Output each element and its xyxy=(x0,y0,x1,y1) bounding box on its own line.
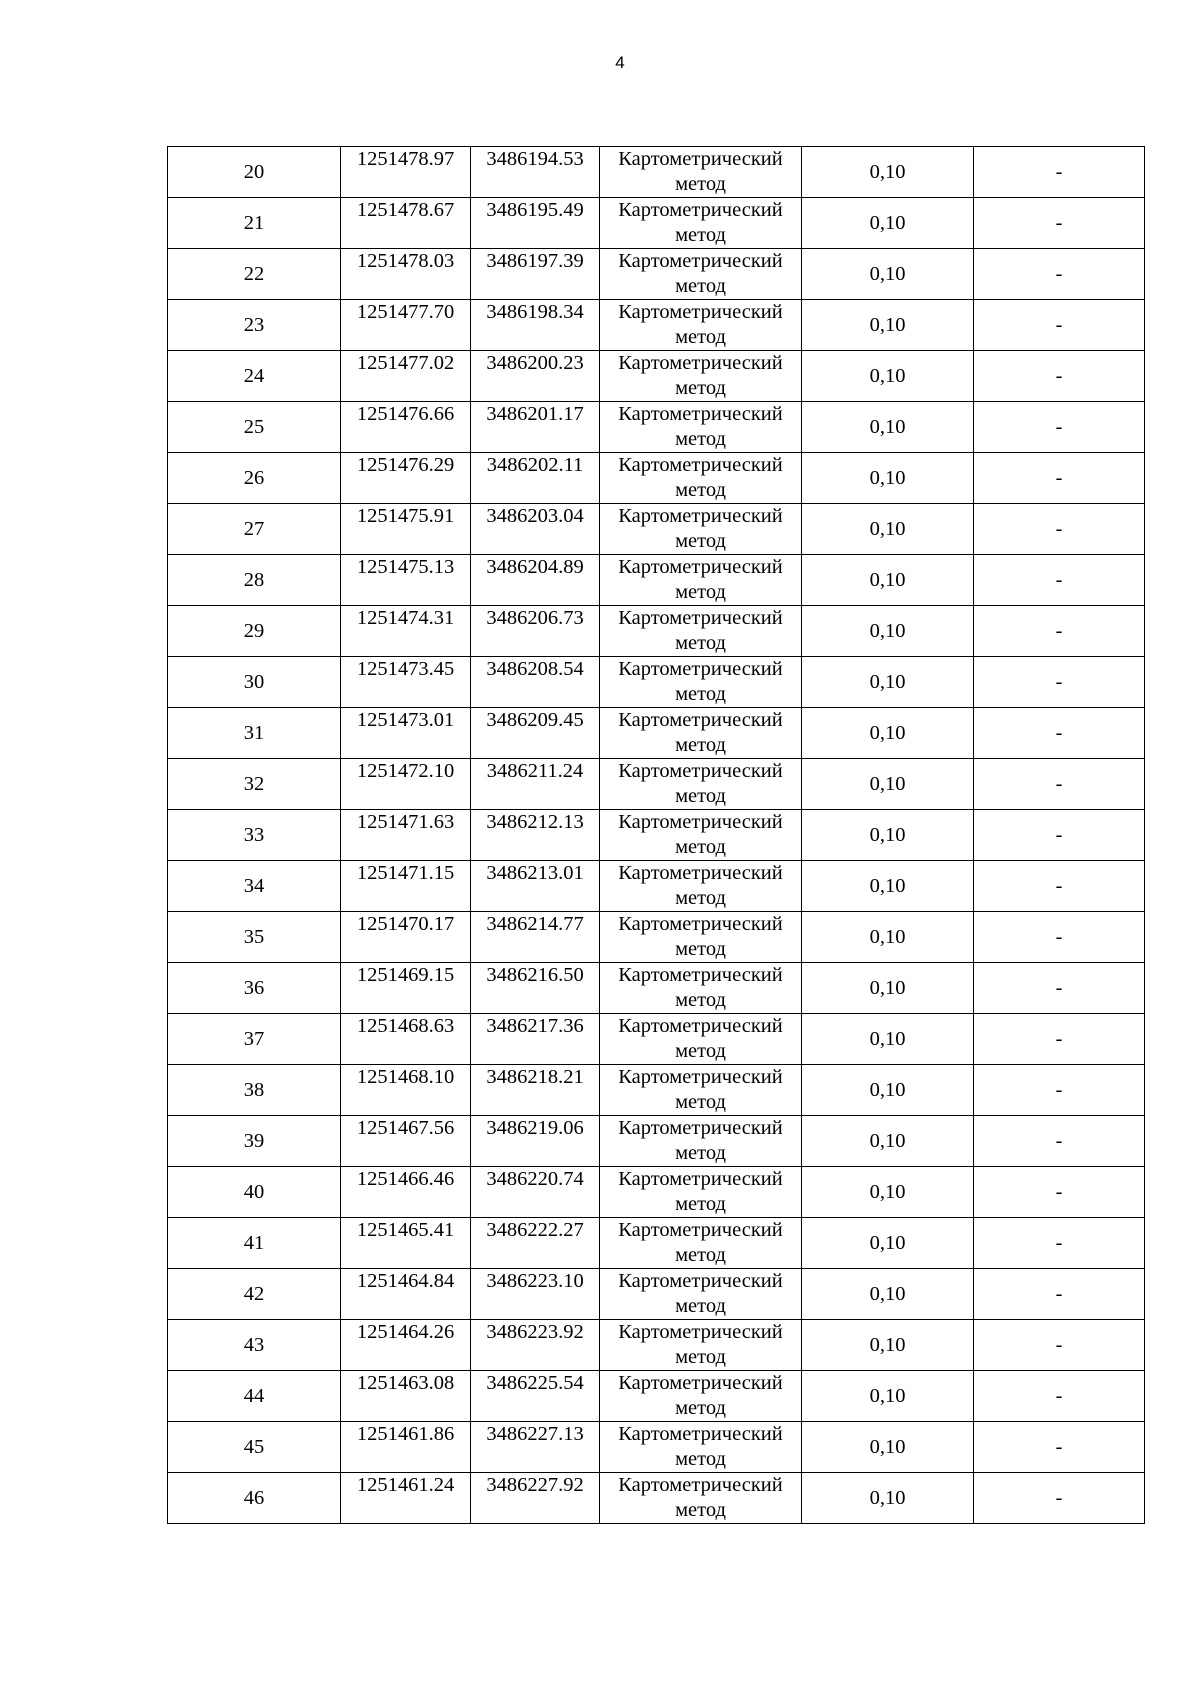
method-cell xyxy=(600,147,802,198)
coordinate-y: 3486203.04 xyxy=(471,504,600,555)
method-cell xyxy=(600,1269,802,1320)
point-number: 38 xyxy=(168,1065,341,1116)
method-line-1: Картометрический xyxy=(618,760,783,782)
coordinate-y: 3486204.89 xyxy=(471,555,600,606)
method-line-1: Картометрический xyxy=(618,1219,783,1241)
point-description: - xyxy=(974,810,1145,861)
method-line-2: метод xyxy=(675,1040,726,1062)
coordinate-x: 1251476.66 xyxy=(341,402,471,453)
point-number: 46 xyxy=(168,1473,341,1524)
point-description: - xyxy=(974,912,1145,963)
method-cell xyxy=(600,1473,802,1524)
method-line-2: метод xyxy=(675,836,726,858)
method-cell xyxy=(600,249,802,300)
point-number: 44 xyxy=(168,1371,341,1422)
method-line-2: метод xyxy=(675,1295,726,1317)
coordinates-table-body xyxy=(168,147,1145,1524)
method-line-2: метод xyxy=(675,479,726,501)
coordinate-x: 1251478.03 xyxy=(341,249,471,300)
method-cell xyxy=(600,657,802,708)
point-number: 32 xyxy=(168,759,341,810)
method-line-1: Картометрический xyxy=(618,1474,783,1496)
coordinate-y: 3486201.17 xyxy=(471,402,600,453)
table-row xyxy=(168,1320,1145,1371)
method-line-2: метод xyxy=(675,1193,726,1215)
point-description: - xyxy=(974,198,1145,249)
point-description: - xyxy=(974,504,1145,555)
accuracy-value: 0,10 xyxy=(802,1014,974,1065)
point-description: - xyxy=(974,1218,1145,1269)
table-row xyxy=(168,249,1145,300)
point-description: - xyxy=(974,1320,1145,1371)
method-line-1: Картометрический xyxy=(618,148,783,170)
method-line-2: метод xyxy=(675,632,726,654)
method-line-2: метод xyxy=(675,734,726,756)
method-line-1: Картометрический xyxy=(618,1168,783,1190)
coordinate-y: 3486223.92 xyxy=(471,1320,600,1371)
coordinate-y: 3486212.13 xyxy=(471,810,600,861)
table-row xyxy=(168,351,1145,402)
method-cell xyxy=(600,606,802,657)
accuracy-value: 0,10 xyxy=(802,453,974,504)
accuracy-value: 0,10 xyxy=(802,1371,974,1422)
table-row xyxy=(168,453,1145,504)
point-description: - xyxy=(974,963,1145,1014)
method-line-1: Картометрический xyxy=(618,709,783,731)
method-line-1: Картометрический xyxy=(618,454,783,476)
point-number: 36 xyxy=(168,963,341,1014)
method-line-2: метод xyxy=(675,938,726,960)
table-row xyxy=(168,1065,1145,1116)
coordinate-x: 1251463.08 xyxy=(341,1371,471,1422)
point-number: 25 xyxy=(168,402,341,453)
point-description: - xyxy=(974,708,1145,759)
method-line-1: Картометрический xyxy=(618,250,783,272)
table-row xyxy=(168,1473,1145,1524)
method-line-2: метод xyxy=(675,1397,726,1419)
method-cell xyxy=(600,453,802,504)
point-number: 41 xyxy=(168,1218,341,1269)
point-description: - xyxy=(974,249,1145,300)
accuracy-value: 0,10 xyxy=(802,1320,974,1371)
coordinate-x: 1251461.24 xyxy=(341,1473,471,1524)
coordinate-y: 3486197.39 xyxy=(471,249,600,300)
accuracy-value: 0,10 xyxy=(802,606,974,657)
method-cell xyxy=(600,1065,802,1116)
accuracy-value: 0,10 xyxy=(802,810,974,861)
point-description: - xyxy=(974,300,1145,351)
point-number: 37 xyxy=(168,1014,341,1065)
point-number: 34 xyxy=(168,861,341,912)
point-number: 42 xyxy=(168,1269,341,1320)
coordinate-x: 1251466.46 xyxy=(341,1167,471,1218)
table-row xyxy=(168,1116,1145,1167)
method-line-1: Картометрический xyxy=(618,607,783,629)
point-description: - xyxy=(974,759,1145,810)
coordinate-y: 3486220.74 xyxy=(471,1167,600,1218)
coordinate-x: 1251477.02 xyxy=(341,351,471,402)
table-row xyxy=(168,300,1145,351)
point-description: - xyxy=(974,1422,1145,1473)
page-number: 4 xyxy=(615,53,625,72)
method-line-2: метод xyxy=(675,428,726,450)
accuracy-value: 0,10 xyxy=(802,300,974,351)
point-description: - xyxy=(974,1473,1145,1524)
method-line-1: Картометрический xyxy=(618,1372,783,1394)
table-row xyxy=(168,504,1145,555)
table-row xyxy=(168,1371,1145,1422)
method-line-1: Картометрический xyxy=(618,913,783,935)
coordinate-y: 3486211.24 xyxy=(471,759,600,810)
point-number: 43 xyxy=(168,1320,341,1371)
method-line-1: Картометрический xyxy=(618,301,783,323)
table-row xyxy=(168,963,1145,1014)
coordinate-x: 1251476.29 xyxy=(341,453,471,504)
point-number: 23 xyxy=(168,300,341,351)
coordinate-y: 3486195.49 xyxy=(471,198,600,249)
coordinate-x: 1251467.56 xyxy=(341,1116,471,1167)
coordinate-y: 3486213.01 xyxy=(471,861,600,912)
coordinate-x: 1251465.41 xyxy=(341,1218,471,1269)
coordinate-y: 3486214.77 xyxy=(471,912,600,963)
coordinate-x: 1251478.97 xyxy=(341,147,471,198)
table-row xyxy=(168,759,1145,810)
point-number: 21 xyxy=(168,198,341,249)
method-cell xyxy=(600,963,802,1014)
point-description: - xyxy=(974,606,1145,657)
method-cell xyxy=(600,402,802,453)
point-description: - xyxy=(974,555,1145,606)
coordinate-x: 1251473.45 xyxy=(341,657,471,708)
coordinate-y: 3486202.11 xyxy=(471,453,600,504)
table-row xyxy=(168,708,1145,759)
accuracy-value: 0,10 xyxy=(802,1218,974,1269)
method-line-1: Картометрический xyxy=(618,1423,783,1445)
coordinate-y: 3486219.06 xyxy=(471,1116,600,1167)
method-line-2: метод xyxy=(675,224,726,246)
method-cell xyxy=(600,708,802,759)
coordinate-x: 1251464.84 xyxy=(341,1269,471,1320)
table-row xyxy=(168,1269,1145,1320)
method-cell xyxy=(600,1014,802,1065)
method-line-1: Картометрический xyxy=(618,964,783,986)
point-description: - xyxy=(974,351,1145,402)
method-line-1: Картометрический xyxy=(618,1066,783,1088)
coordinate-x: 1251478.67 xyxy=(341,198,471,249)
method-line-2: метод xyxy=(675,887,726,909)
coordinates-table xyxy=(167,146,1145,1524)
method-line-1: Картометрический xyxy=(618,556,783,578)
method-cell xyxy=(600,912,802,963)
coordinate-x: 1251473.01 xyxy=(341,708,471,759)
table-row xyxy=(168,606,1145,657)
table-row xyxy=(168,1014,1145,1065)
method-line-2: метод xyxy=(675,683,726,705)
accuracy-value: 0,10 xyxy=(802,249,974,300)
coordinate-y: 3486200.23 xyxy=(471,351,600,402)
method-cell xyxy=(600,1167,802,1218)
table-row xyxy=(168,1218,1145,1269)
coordinate-x: 1251477.70 xyxy=(341,300,471,351)
method-cell xyxy=(600,351,802,402)
method-line-2: метод xyxy=(675,326,726,348)
method-line-2: метод xyxy=(675,581,726,603)
method-cell xyxy=(600,555,802,606)
point-description: - xyxy=(974,453,1145,504)
table-row xyxy=(168,555,1145,606)
method-line-2: метод xyxy=(675,1448,726,1470)
method-line-2: метод xyxy=(675,530,726,552)
table-row xyxy=(168,147,1145,198)
coordinate-x: 1251471.63 xyxy=(341,810,471,861)
method-line-2: метод xyxy=(675,989,726,1011)
method-cell xyxy=(600,1116,802,1167)
method-line-1: Картометрический xyxy=(618,505,783,527)
coordinate-x: 1251469.15 xyxy=(341,963,471,1014)
point-description: - xyxy=(974,861,1145,912)
point-number: 30 xyxy=(168,657,341,708)
accuracy-value: 0,10 xyxy=(802,351,974,402)
table-row xyxy=(168,912,1145,963)
method-line-1: Картометрический xyxy=(618,199,783,221)
point-number: 29 xyxy=(168,606,341,657)
point-description: - xyxy=(974,1116,1145,1167)
point-number: 39 xyxy=(168,1116,341,1167)
point-number: 45 xyxy=(168,1422,341,1473)
method-cell xyxy=(600,1320,802,1371)
coordinate-x: 1251472.10 xyxy=(341,759,471,810)
method-line-1: Картометрический xyxy=(618,1117,783,1139)
method-cell xyxy=(600,1218,802,1269)
coordinate-x: 1251474.31 xyxy=(341,606,471,657)
accuracy-value: 0,10 xyxy=(802,1116,974,1167)
method-line-1: Картометрический xyxy=(618,1321,783,1343)
coordinate-y: 3486198.34 xyxy=(471,300,600,351)
method-line-2: метод xyxy=(675,1091,726,1113)
coordinate-x: 1251475.13 xyxy=(341,555,471,606)
accuracy-value: 0,10 xyxy=(802,759,974,810)
accuracy-value: 0,10 xyxy=(802,1422,974,1473)
coordinate-y: 3486208.54 xyxy=(471,657,600,708)
point-description: - xyxy=(974,657,1145,708)
point-number: 40 xyxy=(168,1167,341,1218)
coordinate-y: 3486225.54 xyxy=(471,1371,600,1422)
point-number: 26 xyxy=(168,453,341,504)
accuracy-value: 0,10 xyxy=(802,1167,974,1218)
method-line-1: Картометрический xyxy=(618,811,783,833)
method-cell xyxy=(600,1371,802,1422)
accuracy-value: 0,10 xyxy=(802,1269,974,1320)
point-description: - xyxy=(974,402,1145,453)
method-line-1: Картометрический xyxy=(618,1270,783,1292)
coordinate-x: 1251468.10 xyxy=(341,1065,471,1116)
accuracy-value: 0,10 xyxy=(802,198,974,249)
method-line-2: метод xyxy=(675,1244,726,1266)
coordinate-y: 3486227.92 xyxy=(471,1473,600,1524)
accuracy-value: 0,10 xyxy=(802,861,974,912)
point-number: 22 xyxy=(168,249,341,300)
table-row xyxy=(168,657,1145,708)
coordinate-x: 1251475.91 xyxy=(341,504,471,555)
method-line-2: метод xyxy=(675,377,726,399)
coordinate-y: 3486223.10 xyxy=(471,1269,600,1320)
table-row xyxy=(168,1167,1145,1218)
point-number: 27 xyxy=(168,504,341,555)
coordinate-x: 1251468.63 xyxy=(341,1014,471,1065)
point-description: - xyxy=(974,1269,1145,1320)
table-row xyxy=(168,1422,1145,1473)
table-row xyxy=(168,810,1145,861)
accuracy-value: 0,10 xyxy=(802,504,974,555)
coordinate-x: 1251470.17 xyxy=(341,912,471,963)
method-cell xyxy=(600,810,802,861)
method-line-1: Картометрический xyxy=(618,658,783,680)
coordinate-y: 3486227.13 xyxy=(471,1422,600,1473)
accuracy-value: 0,10 xyxy=(802,708,974,759)
method-line-2: метод xyxy=(675,1142,726,1164)
coordinate-x: 1251464.26 xyxy=(341,1320,471,1371)
accuracy-value: 0,10 xyxy=(802,1065,974,1116)
table-row xyxy=(168,861,1145,912)
coordinate-y: 3486222.27 xyxy=(471,1218,600,1269)
accuracy-value: 0,10 xyxy=(802,147,974,198)
coordinate-x: 1251461.86 xyxy=(341,1422,471,1473)
point-description: - xyxy=(974,1065,1145,1116)
accuracy-value: 0,10 xyxy=(802,657,974,708)
method-line-2: метод xyxy=(675,1499,726,1521)
accuracy-value: 0,10 xyxy=(802,555,974,606)
point-number: 31 xyxy=(168,708,341,759)
coordinate-y: 3486216.50 xyxy=(471,963,600,1014)
coordinate-y: 3486209.45 xyxy=(471,708,600,759)
point-number: 20 xyxy=(168,147,341,198)
method-line-1: Картометрический xyxy=(618,862,783,884)
method-cell xyxy=(600,1422,802,1473)
point-number: 28 xyxy=(168,555,341,606)
method-cell xyxy=(600,759,802,810)
point-description: - xyxy=(974,1167,1145,1218)
method-line-2: метод xyxy=(675,1346,726,1368)
coordinate-x: 1251471.15 xyxy=(341,861,471,912)
point-description: - xyxy=(974,1014,1145,1065)
point-description: - xyxy=(974,1371,1145,1422)
method-line-2: метод xyxy=(675,785,726,807)
coordinate-y: 3486206.73 xyxy=(471,606,600,657)
method-cell xyxy=(600,504,802,555)
accuracy-value: 0,10 xyxy=(802,912,974,963)
accuracy-value: 0,10 xyxy=(802,963,974,1014)
table-row xyxy=(168,402,1145,453)
method-cell xyxy=(600,861,802,912)
method-cell xyxy=(600,198,802,249)
method-line-1: Картометрический xyxy=(618,403,783,425)
point-number: 35 xyxy=(168,912,341,963)
accuracy-value: 0,10 xyxy=(802,1473,974,1524)
method-line-2: метод xyxy=(675,275,726,297)
accuracy-value: 0,10 xyxy=(802,402,974,453)
method-line-2: метод xyxy=(675,173,726,195)
point-number: 33 xyxy=(168,810,341,861)
method-line-1: Картометрический xyxy=(618,1015,783,1037)
coordinate-y: 3486217.36 xyxy=(471,1014,600,1065)
coordinate-y: 3486194.53 xyxy=(471,147,600,198)
method-line-1: Картометрический xyxy=(618,352,783,374)
point-description: - xyxy=(974,147,1145,198)
method-cell xyxy=(600,300,802,351)
point-number: 24 xyxy=(168,351,341,402)
coordinate-y: 3486218.21 xyxy=(471,1065,600,1116)
table-row xyxy=(168,198,1145,249)
